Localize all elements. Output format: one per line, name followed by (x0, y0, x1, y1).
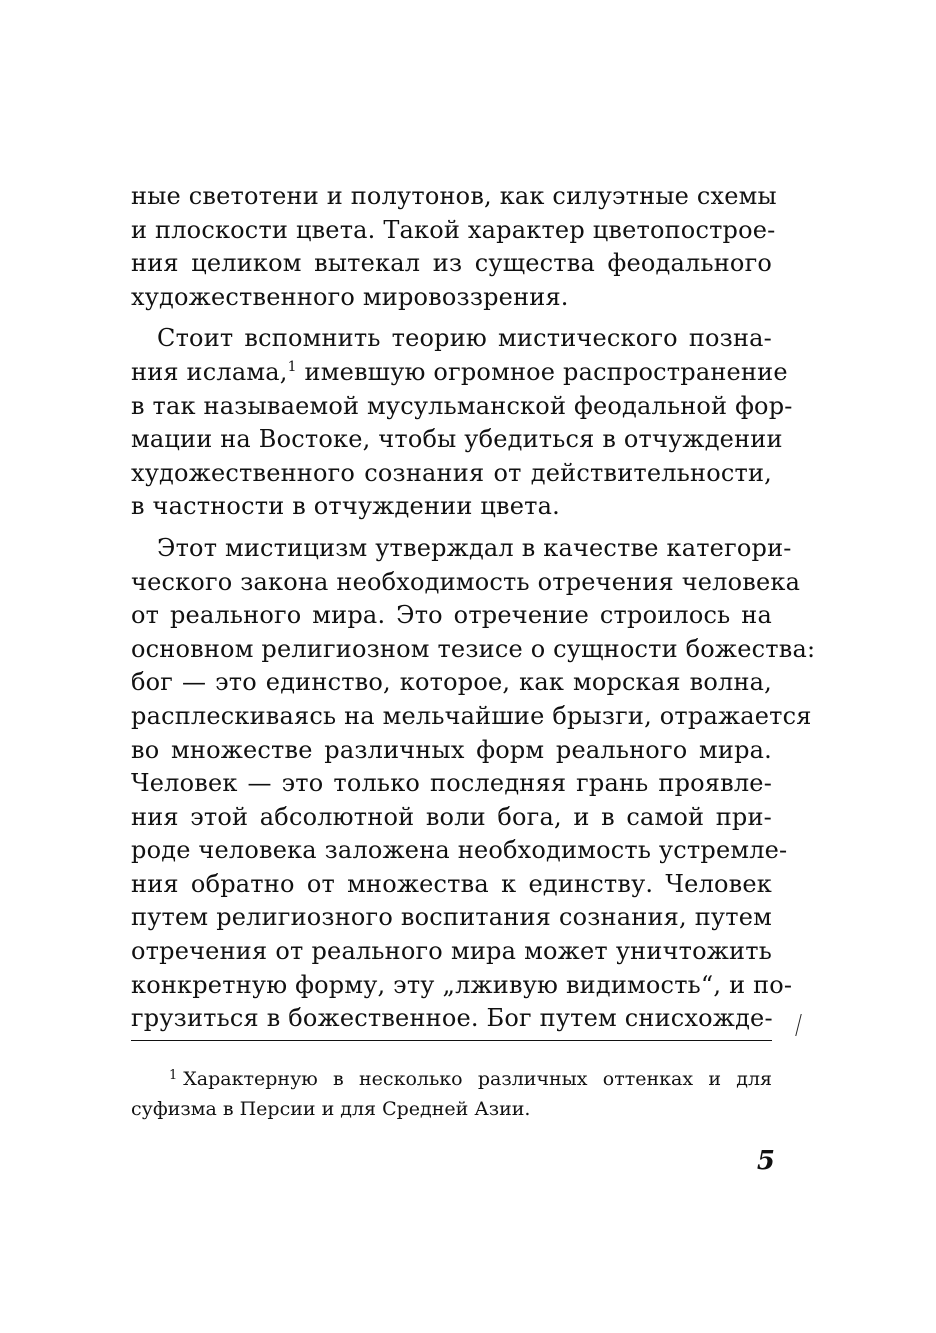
text-line: роде человека заложена необходимость устремле- (131, 836, 788, 865)
footnote-line (131, 1064, 772, 1094)
footnote-mark: 1 (169, 1068, 178, 1083)
text-line: Этот мистицизм утверждал в качестве категори- (157, 533, 792, 562)
text-line: художественного мировоззрения. (131, 282, 569, 311)
footnote-separator-rule (131, 1040, 772, 1041)
text-line: ные светотени и полутонов, как силуэтные схемы (131, 182, 777, 210)
text-line: во множестве различных форм реального мира. (131, 735, 772, 764)
body-text (131, 180, 816, 1036)
text-line: ния обратно от множества к единству. Человек (131, 869, 772, 898)
text-line: в так называемой мусульманской феодальной фор- (131, 391, 793, 420)
text-line: путем религиозного воспитания сознания, путем (131, 903, 772, 932)
text-line: Человек — это только последняя грань проявле- (131, 769, 772, 798)
text-fragment: имевшую огромное распространение (296, 357, 788, 386)
text-line: основном религиозном тезисе о сущности божества: (131, 634, 816, 663)
footnotes (131, 1064, 772, 1124)
text-line: и плоскости цвета. Такой характер цветопострое- (131, 215, 776, 244)
text-line: расплескиваясь на мельчайшие брызги, отражается (131, 701, 812, 730)
text-fragment: ния ислама, (131, 357, 288, 386)
text-line: в частности в отчуждении цвета. (131, 492, 560, 521)
text-line: мации на Востоке, чтобы убедиться в отчуждении (131, 425, 783, 454)
paragraph-3 (131, 532, 816, 1036)
text-line: художественного сознания от действительности, (131, 458, 772, 487)
paragraph-2 (131, 322, 793, 524)
text-line: бог — это единство, которое, как морская волна, (131, 668, 772, 697)
footnote-line: суфизма в Персии и для Средней Азии. (131, 1098, 531, 1120)
paragraph-1 (131, 180, 777, 314)
text-line: ния этой абсолютной воли бога, и в самой при- (131, 802, 772, 831)
footnote-reference: 1 (287, 358, 297, 375)
text-line: конкретную форму, эту „лживую видимость“, и по- (131, 970, 793, 999)
stray-pen-mark (795, 1014, 807, 1036)
text-line: ческого закона необходимость отречения человека (131, 567, 801, 596)
text-line: отречения от реального мира может уничтожить (131, 937, 772, 966)
text-line: ния целиком вытекал из существа феодального (131, 249, 772, 278)
text-line (131, 356, 788, 390)
page-number: 5 (756, 1146, 775, 1176)
text-line: грузиться в божественное. Бог путем снисхожде- (131, 1004, 773, 1033)
text-line: Стоит вспомнить теорию мистического позна- (157, 324, 772, 353)
text-line: от реального мира. Это отречение строилось на (131, 601, 772, 630)
footnote-text: Характерную в несколько различных оттенках и для (183, 1068, 772, 1090)
